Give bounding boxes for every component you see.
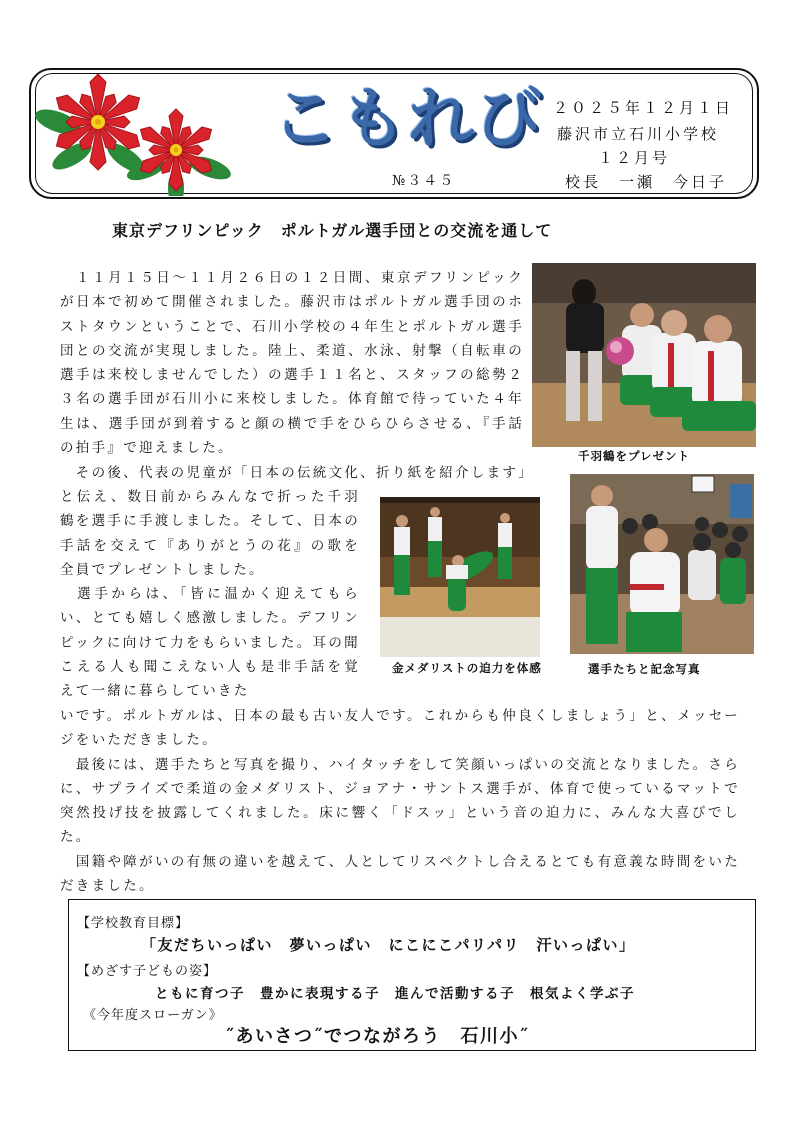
article-paragraph-3: いです。ポルトガルは、日本の最も古い友人です。これからも仲良くしましょう」と、メッセージをいただきました。 最後には、選手たちと写真を撮り、ハイタッチをして笑顔いっぱいの交流となりました。さらに、サプライズで柔道の金メダリスト、ジョアナ・サントス選手が、体育で使っているマットで突然投げ技を披露してくれました。床に響く「ドスッ」という音の迫力に、みんな大喜びでした。 国籍や障がいの有無の違いを越えて、人としてリスペクトし合えるとても有意義な時間をいただきました。 [60,708,740,895]
child-ideal-label: 【めざす子どもの姿】 [77,964,218,979]
principal-name: 校長 一瀬 今日子 [565,173,728,191]
school-name: 藤沢市立石川小学校 [557,125,720,143]
school-goal: 「友だちいっぱい 夢いっぱい にこにこパリパリ 汗いっぱい」 [141,936,636,954]
school-goal-label: 【学校教育目標】 [77,916,190,931]
caption-photo-1: 千羽鶴をプレゼント [578,449,691,463]
article-paragraph-2-line1: その後、代表の児童が「日本の伝統文化、折り紙を紹介します」 [60,465,534,481]
child-ideal: ともに育つ子 豊かに表現する子 進んで活動する子 根気よく学ぶ子 [155,986,635,1002]
photo-gold-medalist [380,497,540,657]
month-issue: １２月号 [598,149,671,167]
newsletter-logo: こもれび [272,80,544,157]
article-paragraph-1: １１月１５日～１１月２６日の１２日間、東京デフリンピックが日本で初めて開催されました。藤沢市はポルトガル選手団のホストタウンということで、石川小学校の４年生とポルトガル選手団との交流が実現しました。陸上、柔道、水泳、射撃（自転車の選手は来校しませんでした）の選手１１名と、スタッフの総勢２３名の選手団が石川小に来校しました。体育館で待っていた４年生は、選手団が到着すると顔の横で手をひらひらさせる、『手話の拍手』で迎えました。 [60,270,524,457]
slogan-label: 《今年度スローガン》 [83,1008,223,1023]
photo-crane-presentation [532,263,756,447]
article-paragraph-2: と伝え、数日前からみんなで折った千羽鶴を選手に手渡しました。そして、日本の手話を交えて『ありがとうの花』の歌を全員でプレゼントしました。 選手からは、「皆に温かく迎えてもらい、とても嬉しく感激しました。デフリンピックに向けて力をもらいました。耳の聞こえる人も聞こえない人も是非手話を覚えて一緒に暮らしていきた [60,489,360,700]
school-goals-box [68,899,756,1051]
caption-photo-2: 金メダリストの迫力を体感 [392,661,542,675]
article-headline: 東京デフリンピック ポルトガル選手団との交流を通して [112,221,553,240]
caption-photo-3: 選手たちと記念写真 [588,662,701,676]
poinsettia-illustration [34,72,234,196]
photo-commemorative [570,474,754,654]
issue-date: ２０２５年１２月１日 [553,99,734,117]
issue-number: №３４５ [392,173,456,189]
slogan: ˝あいさつ˝でつながろう 石川小˝ [225,1026,530,1047]
